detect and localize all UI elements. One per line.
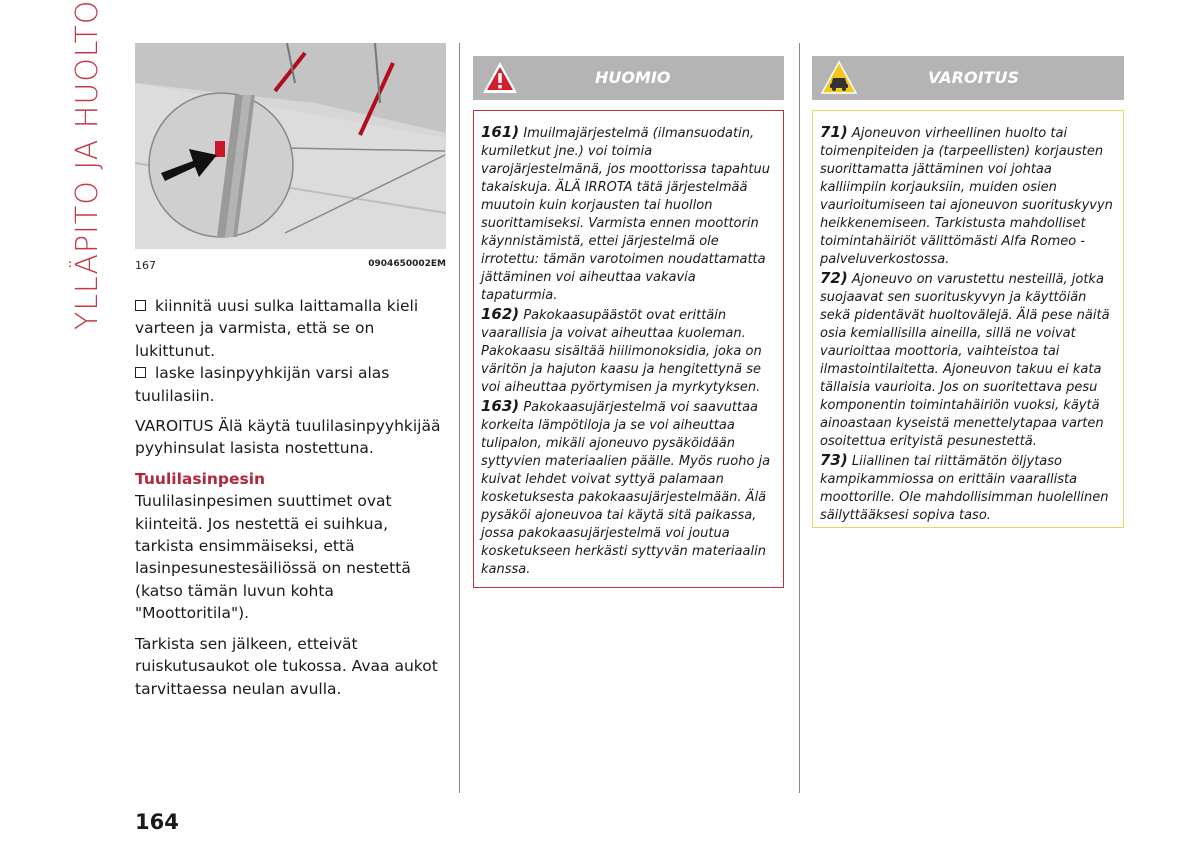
note-item xyxy=(820,123,1115,269)
note-number: 162) xyxy=(481,305,520,323)
note-item xyxy=(820,451,1115,525)
bullet-text: laske lasinpyyhkijän varsi alas tuulilasiin. xyxy=(135,364,390,405)
note-number: 163) xyxy=(481,397,520,415)
note-item xyxy=(481,123,775,305)
checkbox-bullet-icon xyxy=(135,367,146,378)
body-paragraph: Tarkista sen jälkeen, etteivät ruiskutusaukot ole tukossa. Avaa aukot tarvittaessa neulan avulla. xyxy=(135,634,438,698)
huomio-banner xyxy=(473,56,784,100)
bullet-item xyxy=(135,295,447,362)
column-divider xyxy=(799,43,800,793)
chapter-title-text: YLLÄPITO JA HUOLTO xyxy=(70,0,105,330)
note-number: 71) xyxy=(820,123,848,141)
note-number: 72) xyxy=(820,269,848,287)
varoitus-title: VAROITUS xyxy=(928,68,1019,87)
car-warning-icon xyxy=(820,60,858,100)
left-text-column xyxy=(135,295,447,700)
note-item xyxy=(481,397,775,579)
warning-paragraph: VAROITUS Älä käytä tuulilasinpyyhkijää pyyhinsulat lasista nostettuna. xyxy=(135,417,441,458)
page-number: 164 xyxy=(135,810,179,834)
figure-number: 167 xyxy=(135,259,156,272)
varoitus-box xyxy=(812,110,1124,528)
figure-code: 0904650002EM xyxy=(368,259,446,269)
checkbox-bullet-icon xyxy=(135,300,146,311)
note-text: Liiallinen tai riittämätön öljytaso kampikammiossa on erittäin vaarallista moottorille. Ole mahdollisimman huolellinen säilyttääksesi sopiva taso. xyxy=(820,454,1109,523)
chapter-side-title xyxy=(68,0,108,330)
column-divider xyxy=(459,43,460,793)
body-paragraph: Tuulilasinpesimen suuttimet ovat kiinteitä. Jos nestettä ei suihkua, tarkista ensimmäiseksi, että lasinpesunestesäiliössä on nestettä (katso tämän luvun kohta "Moottoritila"). xyxy=(135,492,411,623)
note-item xyxy=(820,269,1115,451)
note-item xyxy=(481,305,775,397)
huomio-box xyxy=(473,110,784,588)
section-heading: Tuulilasinpesin xyxy=(135,469,266,488)
bullet-text: kiinnitä uusi sulka laittamalla kieli varteen ja varmista, että se on lukittunut. xyxy=(135,297,419,360)
note-text: Ajoneuvon virheellinen huolto tai toimenpiteiden ja (tarpeellisten) korjausten suorittamatta jättäminen voi johtaa kalliimpiin korjauksiin, muiden osien vaurioitumiseen tai ajoneuvon suorituskyvyn heikkenemiseen. Tarkistusta mahdolliset toimintahäiriöt välittömästi Alfa Romeo -palveluverkostossa. xyxy=(820,126,1113,267)
note-text: Pakokaasupäästöt ovat erittäin vaarallisia ja voivat aiheuttaa kuoleman. Pakokaasu sisältää hiilimonoksidia, joka on väritön ja hajuton kaasu ja hengitettynä se voi aiheuttaa pyörtymisen ja myrkytyksen. xyxy=(481,308,762,395)
wiper-figure xyxy=(135,43,446,249)
note-number: 161) xyxy=(481,123,520,141)
note-number: 73) xyxy=(820,451,848,469)
note-text: Ajoneuvo on varustettu nesteillä, jotka suojaavat sen suorituskyvyn ja käyttöiän sekä pidentävät huoltovälejä. Älä pese näitä osia kemiallisilla aineilla, sillä ne voivat vaurioittaa moottoria, vaihteistoa tai ilmastointilaitetta. Ajoneuvon takuu ei kata tällaisia vaurioita. Jos on suoritettava pesu komponentin toimintahäiriön vuoksi, käytä ainoastaan kyseistä menettelytapaa varten osoitettua erityistä pesunestettä. xyxy=(820,272,1110,449)
note-text: Pakokaasujärjestelmä voi saavuttaa korkeita lämpötiloja ja se voi aiheuttaa tulipalon, mikäli ajoneuvo pysäköidään syttyvien materiaalien päälle. Myös ruoho ja kuivat lehdet voivat syttyä palamaan kosketuksesta pakokaasujärjestelmään. Älä pysäköi ajoneuvoa tai käytä sitä paikassa, jossa pakokaasujärjestelmä voi joutua kosketukseen herkästi syttyvän materiaalin kanssa. xyxy=(481,400,771,577)
warning-triangle-icon xyxy=(481,60,519,100)
bullet-item xyxy=(135,362,447,407)
huomio-title: HUOMIO xyxy=(595,68,671,87)
note-text: Imuilmajärjestelmä (ilmansuodatin, kumiletkut jne.) voi toimia varojärjestelmänä, jos moottorissa tapahtuu takaiskuja. ÄLÄ IRROTA tätä järjestelmää muutoin kuin korjausten tai huollon suorittamiseksi. Varmista ennen moottorin käynnistämistä, ettei järjestelmä ole irrotettu: tämän varotoimen noudattamatta jättäminen voi aiheuttaa vakavia tapaturmia. xyxy=(481,126,770,303)
varoitus-banner xyxy=(812,56,1124,100)
